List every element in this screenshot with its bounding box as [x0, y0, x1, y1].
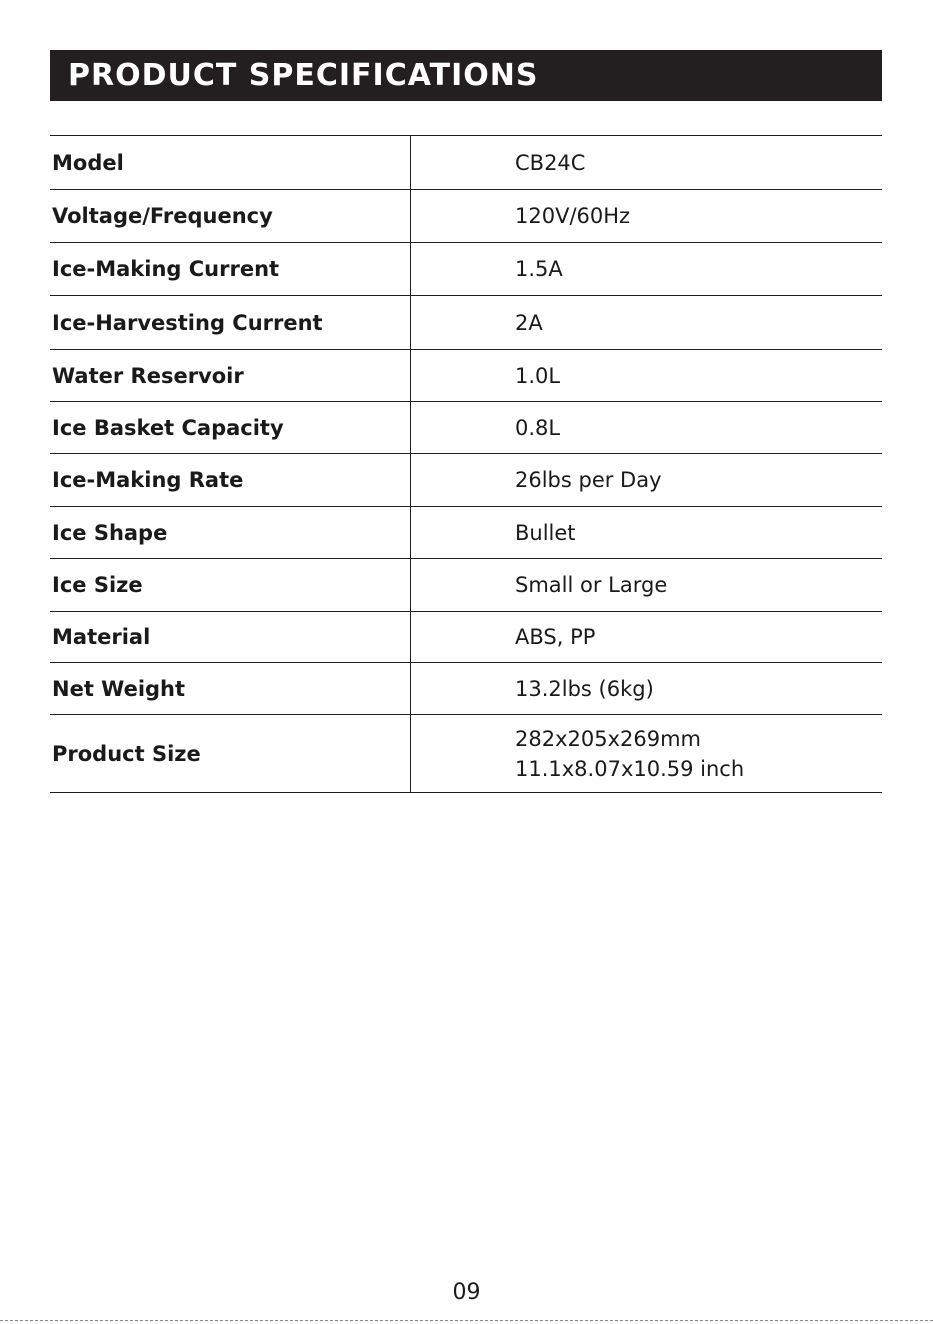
spec-value — [411, 243, 883, 296]
spec-value — [411, 296, 883, 350]
spec-value-line: 120V/60Hz — [515, 204, 631, 228]
spec-label: Net Weight — [50, 663, 411, 715]
spec-value-line: Bullet — [515, 520, 576, 545]
spec-value-line: ABS, PP — [515, 625, 596, 649]
spec-label: Ice Shape — [50, 507, 411, 559]
spec-value — [411, 663, 883, 715]
page-title: PRODUCT SPECIFICATIONS — [68, 58, 539, 93]
spec-label: Ice-Making Current — [50, 243, 411, 296]
spec-row — [50, 612, 882, 663]
spec-value — [411, 454, 883, 507]
page-edge-rule — [0, 1320, 933, 1321]
spec-label: Product Size — [50, 715, 411, 793]
spec-row — [50, 507, 882, 559]
spec-value — [411, 136, 883, 190]
spec-value-line: Small or Large — [515, 573, 668, 597]
spec-row — [50, 402, 882, 454]
spec-row — [50, 243, 882, 296]
spec-value-line: 1.0L — [515, 363, 561, 388]
spec-row — [50, 190, 882, 243]
spec-value — [411, 507, 883, 559]
spec-label: Ice Size — [50, 559, 411, 612]
spec-value-line: CB24C — [515, 150, 586, 175]
spec-value — [411, 612, 883, 663]
spec-value-line: 2A — [515, 310, 543, 335]
spec-row — [50, 715, 882, 793]
spec-value-line: 26lbs per Day — [515, 468, 662, 492]
spec-row — [50, 663, 882, 715]
page-number: 09 — [452, 1280, 481, 1305]
spec-row — [50, 296, 882, 350]
spec-label: Water Reservoir — [50, 350, 411, 402]
spec-label: Ice Basket Capacity — [50, 402, 411, 454]
spec-value-line: 0.8L — [515, 415, 561, 440]
section-header — [50, 50, 882, 101]
spec-table — [50, 135, 882, 793]
spec-value-line: 282x205x269mm — [515, 726, 702, 751]
spec-value — [411, 715, 883, 793]
spec-label: Model — [50, 136, 411, 190]
spec-value — [411, 559, 883, 612]
spec-value-line: 11.1x8.07x10.59 inch — [515, 756, 745, 781]
spec-label: Ice-Making Rate — [50, 454, 411, 507]
spec-label: Material — [50, 612, 411, 663]
spec-row — [50, 559, 882, 612]
spec-row — [50, 350, 882, 402]
spec-value — [411, 402, 883, 454]
spec-label: Voltage/Frequency — [50, 190, 411, 243]
spec-value — [411, 190, 883, 243]
spec-label: Ice-Harvesting Current — [50, 296, 411, 350]
spec-row — [50, 136, 882, 190]
spec-value-line: 13.2lbs (6kg) — [515, 676, 654, 701]
spec-value-line: 1.5A — [515, 257, 563, 281]
spec-value — [411, 350, 883, 402]
spec-row — [50, 454, 882, 507]
